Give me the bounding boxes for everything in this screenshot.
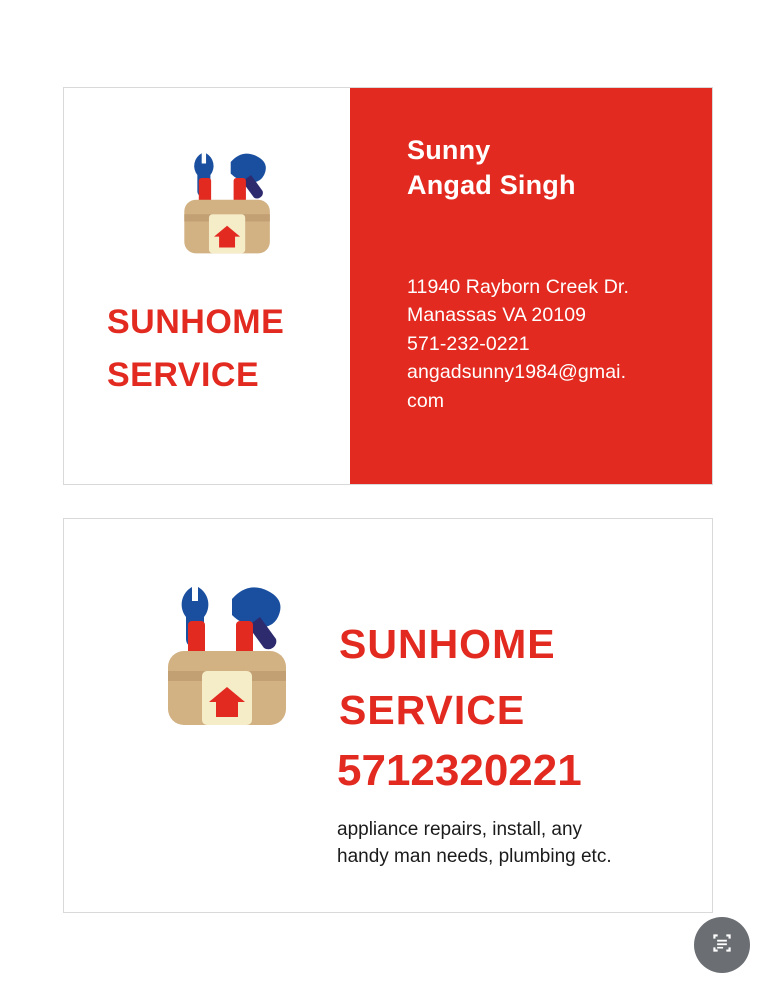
brand-line-2: SERVICE — [339, 686, 526, 733]
contact-details — [407, 273, 697, 415]
services-description — [337, 817, 667, 870]
brand-line-1: SUNHOME — [339, 621, 556, 667]
address-line-2: Manassas VA 20109 — [407, 304, 587, 327]
brand-name-back — [339, 612, 556, 743]
card-front-right-panel — [350, 88, 712, 484]
brand-name-front — [107, 296, 347, 401]
card-front-left-panel — [64, 88, 350, 484]
toolbox-with-house-logo — [164, 133, 309, 278]
phone-number: 571-232-0221 — [407, 332, 530, 355]
business-card-front — [63, 87, 713, 485]
toolbox-with-house-logo — [140, 559, 340, 759]
email-line-2: com — [407, 389, 445, 412]
email-line-1: angadsunny1984@gmai. — [407, 361, 627, 384]
contact-name-line-2: Angad Singh — [407, 169, 576, 200]
lens-text-select-button[interactable] — [694, 917, 750, 973]
brand-line-2: SERVICE — [107, 355, 260, 394]
lens-text-select-icon — [709, 930, 735, 961]
contact-name-line-1: Sunny — [407, 135, 491, 165]
address-line-1: 11940 Rayborn Creek Dr. — [407, 276, 629, 298]
services-line-1: appliance repairs, install, any — [337, 819, 583, 840]
services-line-2: handy man needs, plumbing etc. — [337, 845, 612, 867]
phone-number-large: 5712320221 — [337, 746, 582, 795]
brand-line-1: SUNHOME — [107, 303, 285, 341]
contact-name — [407, 133, 576, 202]
business-card-back — [63, 518, 713, 913]
